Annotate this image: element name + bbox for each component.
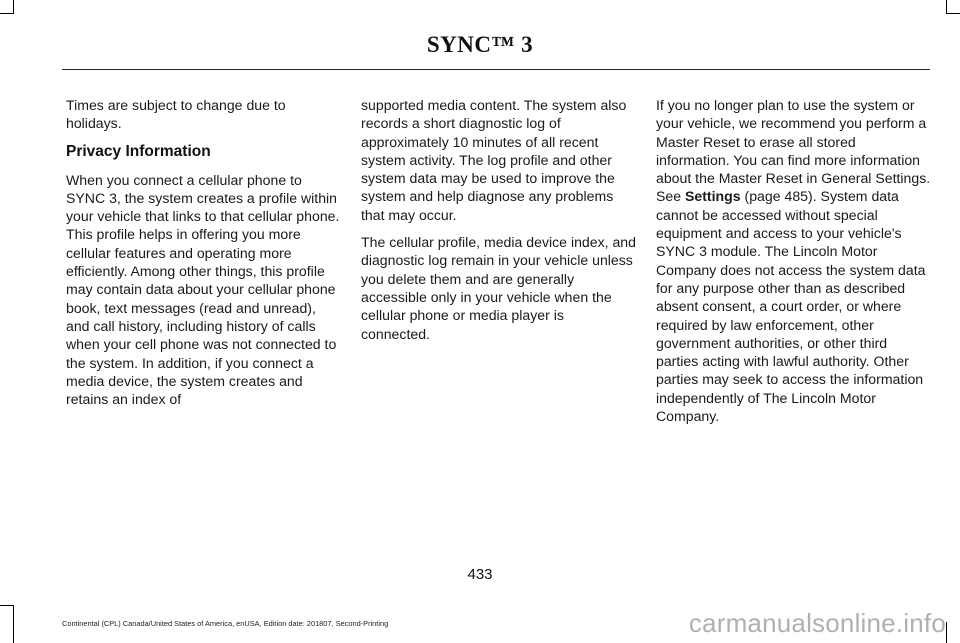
- master-reset-text: If you no longer plan to use the system or your vehicle, we recommend you perform a Master Reset to erase all stored information. You can find more information about the Master Reset in General Settings. See: [656, 97, 931, 205]
- privacy-paragraph-2: supported media content. The system also records a short diagnostic log of approximately 10 minutes of all recent system activity. The log profile and other system data may be used to improve the system and help diagnose any problems that may occur.: [361, 97, 627, 223]
- text-column-1: [66, 96, 341, 417]
- privacy-paragraph-4: [656, 96, 931, 425]
- page-reference: (page 485).: [740, 188, 817, 205]
- header-divider: [62, 69, 930, 70]
- watermark-text: carmanualsonline.info: [688, 608, 946, 638]
- crop-mark-bottom-left-v: [13, 605, 14, 643]
- page-header-title: SYNC™ 3: [426, 32, 534, 57]
- crop-mark-top-left-v: [13, 0, 14, 14]
- crop-mark-top-right-v: [946, 0, 947, 14]
- section-heading-privacy: Privacy Information: [66, 142, 211, 160]
- edition-footer: Continental (CPL) Canada/United States of America, enUSA, Edition date: 201807, Second-Printing: [62, 619, 389, 628]
- settings-link[interactable]: Settings: [685, 188, 741, 205]
- text-column-2: [361, 96, 636, 352]
- page-number: 433: [467, 566, 493, 583]
- holiday-note: Times are subject to change due to holidays.: [66, 97, 286, 132]
- crop-mark-top-left-h: [0, 13, 14, 14]
- system-data-text: System data cannot be accessed without special equipment and access to your vehicle's SYNC 3 module. The Lincoln Motor Company does not access the system data for any purpose other than as described absent consent, a court order, or where required by law enforcement, other government authorities, or other third parties acting with lawful authority. Other parties may seek to access the information independently of The Lincoln Motor Company.: [656, 188, 926, 425]
- text-column-3: [656, 96, 931, 434]
- crop-mark-bottom-left-h: [0, 605, 14, 606]
- privacy-paragraph-3: The cellular profile, media device index, and diagnostic log remain in your vehicle unless you delete them and are generally accessible only in your vehicle when the cellular phone or media player is connected.: [361, 234, 636, 342]
- crop-mark-top-right-h: [946, 13, 960, 14]
- crop-mark-bottom-right-v: [946, 622, 947, 643]
- privacy-paragraph-1: When you connect a cellular phone to SYNC 3, the system creates a profile within your vehicle that links to that cellular phone. This profile helps in offering you more cellular features and operating more efficiently. Among other things, this profile may contain data about your cellular phone book, text messages (read and unread), and call history, including history of calls when your cell phone was not connected to the system. In addition, if you connect a media device, the system creates and retains an index of: [66, 171, 340, 408]
